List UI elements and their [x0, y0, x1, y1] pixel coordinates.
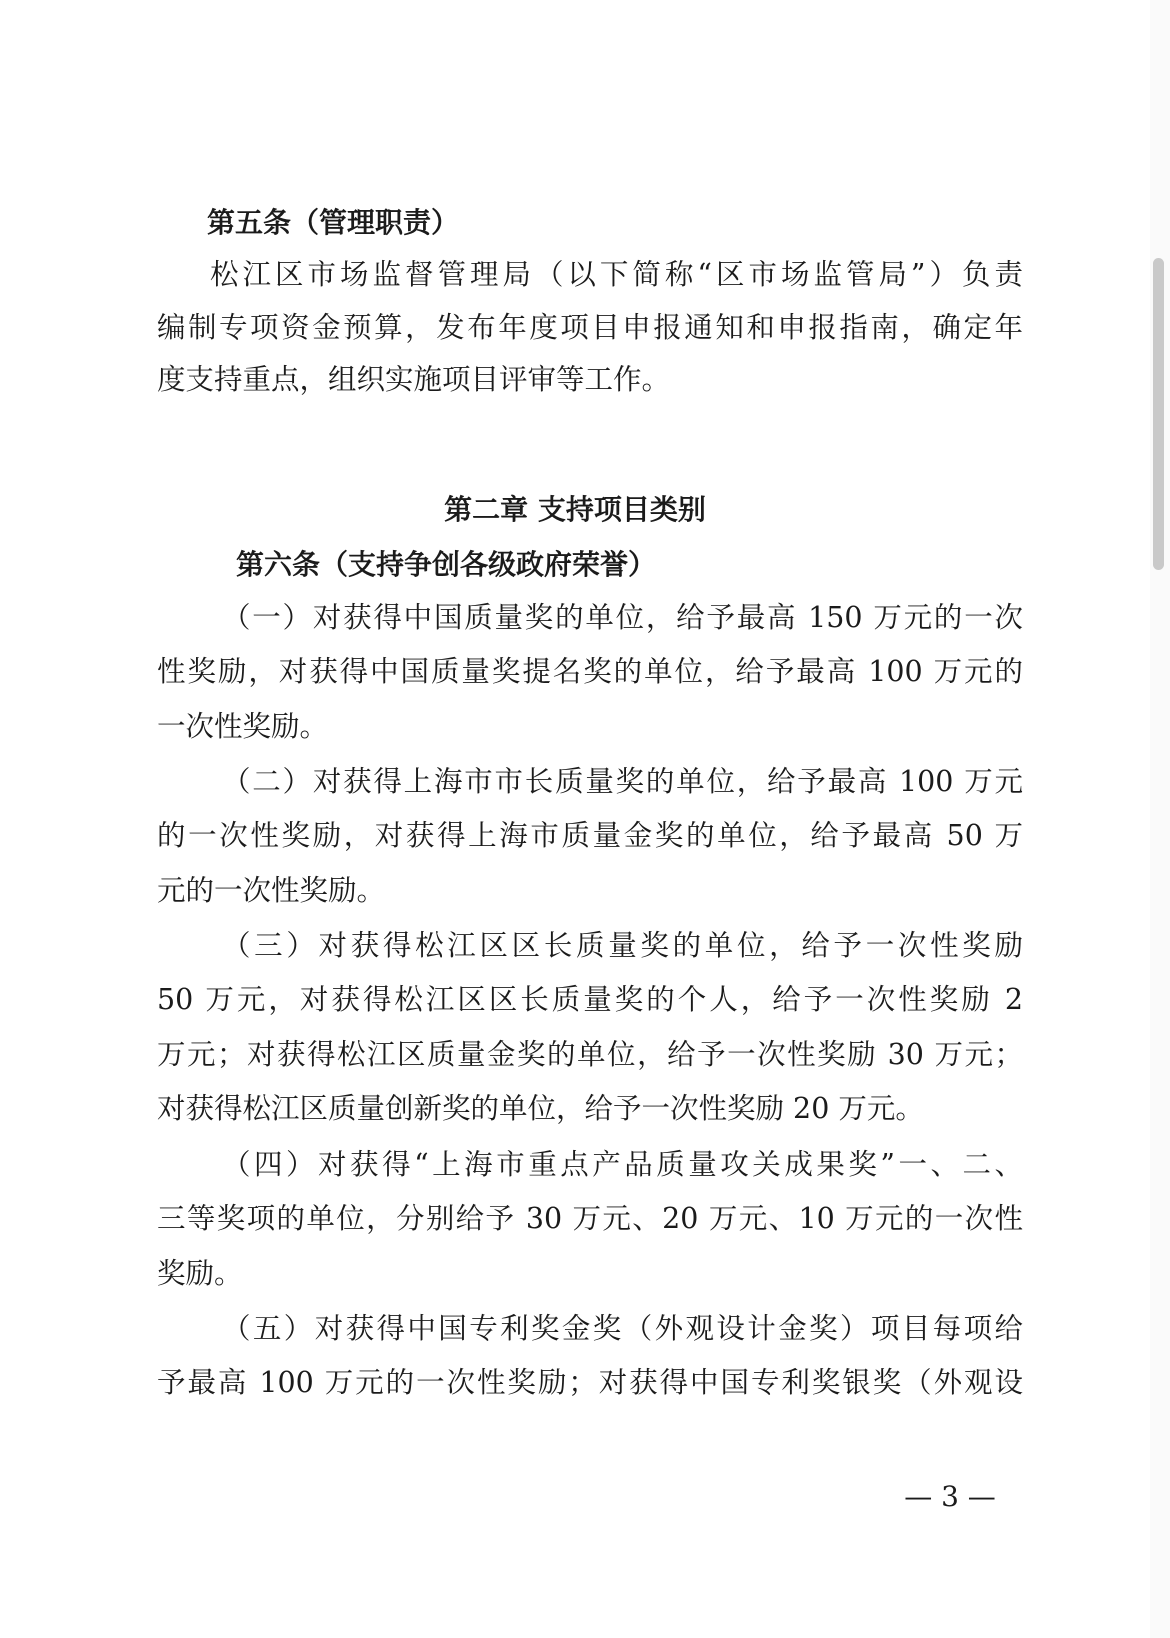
item-3-line: 万元；对获得松江区质量金奖的单位，给予一次性奖励 30 万元； [157, 1038, 1023, 1071]
article-5-line: 编制专项资金预算，发布年度项目申报通知和申报指南，确定年 [157, 311, 1023, 344]
item-2-line: 元的一次性奖励。 [157, 874, 386, 907]
chapter-2-title: 第二章 支持项目类别 [444, 493, 706, 526]
item-5-line: 予最高 100 万元的一次性奖励；对获得中国专利奖银奖（外观设 [157, 1366, 1023, 1399]
item-4-line: （四）对获得“上海市重点产品质量攻关成果奖”一、二、 [222, 1148, 1023, 1181]
scrollbar-thumb[interactable] [1153, 258, 1164, 570]
item-1-line: （一）对获得中国质量奖的单位，给予最高 150 万元的一次 [222, 601, 1023, 634]
page-number: — 3 — [904, 1480, 996, 1513]
item-2-line: 的一次性奖励，对获得上海市质量金奖的单位，给予最高 50 万 [157, 819, 1023, 852]
scrollbar-track[interactable] [1150, 0, 1170, 1638]
item-3-line: 50 万元，对获得松江区区长质量奖的个人，给予一次性奖励 2 [157, 983, 1023, 1016]
item-3-line: （三）对获得松江区区长质量奖的单位，给予一次性奖励 [222, 929, 1023, 962]
article-5-line: 松江区市场监督管理局（以下简称“区市场监管局”）负责 [210, 258, 1023, 291]
item-1-line: 一次性奖励。 [157, 710, 329, 743]
item-4-line: 奖励。 [157, 1257, 243, 1290]
item-3-line: 对获得松江区质量创新奖的单位，给予一次性奖励 20 万元。 [157, 1092, 924, 1125]
article-6-heading: 第六条（支持争创各级政府荣誉） [236, 548, 657, 581]
item-2-line: （二）对获得上海市市长质量奖的单位，给予最高 100 万元 [222, 765, 1023, 798]
article-5-line: 度支持重点，组织实施项目评审等工作。 [157, 363, 671, 396]
item-4-line: 三等奖项的单位，分别给予 30 万元、20 万元、10 万元的一次性 [157, 1202, 1023, 1235]
item-5-line: （五）对获得中国专利奖金奖（外观设计金奖）项目每项给 [222, 1312, 1023, 1345]
article-5-heading: 第五条（管理职责） [207, 206, 460, 239]
item-1-line: 性奖励，对获得中国质量奖提名奖的单位，给予最高 100 万元的 [157, 655, 1023, 688]
